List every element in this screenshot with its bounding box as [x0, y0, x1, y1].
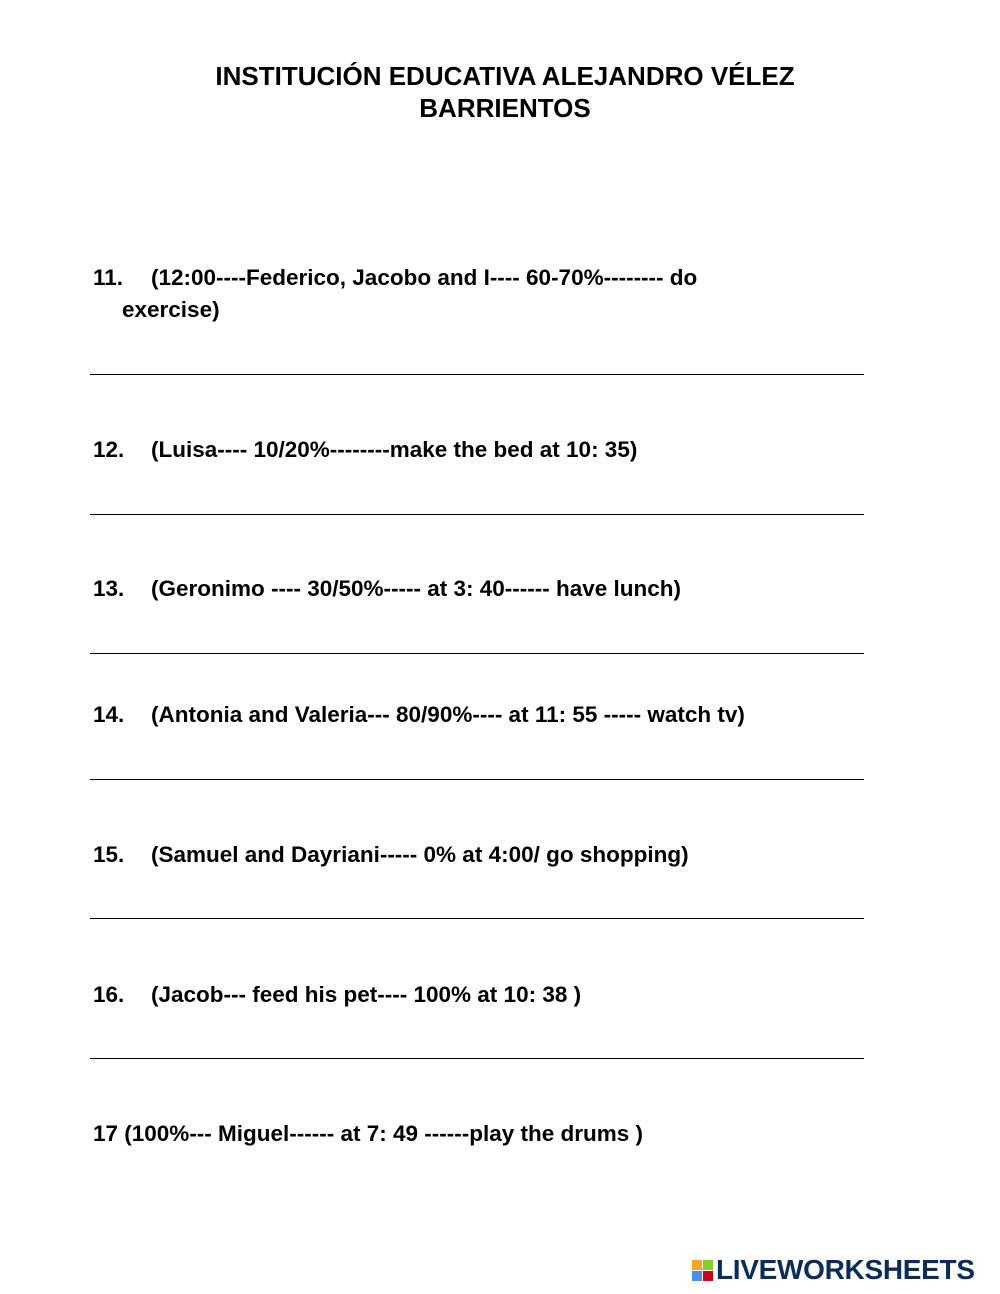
item-number: 13. — [93, 576, 125, 601]
liveworksheets-logo — [692, 1254, 975, 1286]
title-line-2: BARRIENTOS — [419, 93, 591, 123]
exercise-item-17 — [93, 1118, 643, 1150]
item-text: 17 (100%--- Miguel------ at 7: 49 ------play the drums ) — [93, 1121, 644, 1146]
item-text: (Luisa---- 10/20%--------make the bed at 10: 35) — [151, 437, 638, 462]
item-number: 15. — [93, 842, 125, 867]
item-text: (Jacob--- feed his pet---- 100% at 10: 38 ) — [151, 982, 582, 1007]
title-line-1: INSTITUCIÓN EDUCATIVA ALEJANDRO VÉLEZ — [215, 61, 795, 91]
exercise-item-11 — [93, 262, 697, 326]
exercise-item-13 — [93, 573, 681, 605]
item-text: (Geronimo ---- 30/50%----- at 3: 40------ have lunch) — [151, 576, 682, 601]
logo-tile-icon — [703, 1260, 713, 1270]
item-text: (12:00----Federico, Jacobo and I---- 60-70%-------- do — [151, 265, 698, 290]
item-text: (Samuel and Dayriani----- 0% at 4:00/ go shopping) — [151, 842, 689, 867]
logo-text: LIVEWORKSHEETS — [716, 1254, 975, 1285]
answer-line-12[interactable] — [90, 514, 864, 515]
exercise-item-16 — [93, 979, 581, 1011]
exercise-item-14 — [93, 699, 745, 731]
answer-line-14[interactable] — [90, 779, 864, 780]
item-text: (Antonia and Valeria--- 80/90%---- at 11: 55 ----- watch tv) — [151, 702, 745, 727]
logo-tile-icon — [692, 1260, 702, 1270]
item-text-continuation: exercise) — [122, 297, 220, 322]
exercise-item-15 — [93, 839, 689, 871]
logo-tile-icon — [692, 1271, 702, 1281]
answer-line-11[interactable] — [90, 374, 864, 375]
item-number: 14. — [93, 702, 125, 727]
answer-line-16[interactable] — [90, 1058, 864, 1059]
logo-tile-icon — [703, 1271, 713, 1281]
item-number: 11. — [93, 265, 124, 290]
answer-line-15[interactable] — [90, 918, 864, 919]
item-number: 16. — [93, 982, 125, 1007]
answer-line-13[interactable] — [90, 653, 864, 654]
exercise-item-12 — [93, 434, 637, 466]
item-number: 12. — [93, 437, 125, 462]
liveworksheets-logo-icon — [692, 1260, 713, 1281]
document-title — [0, 60, 1000, 124]
